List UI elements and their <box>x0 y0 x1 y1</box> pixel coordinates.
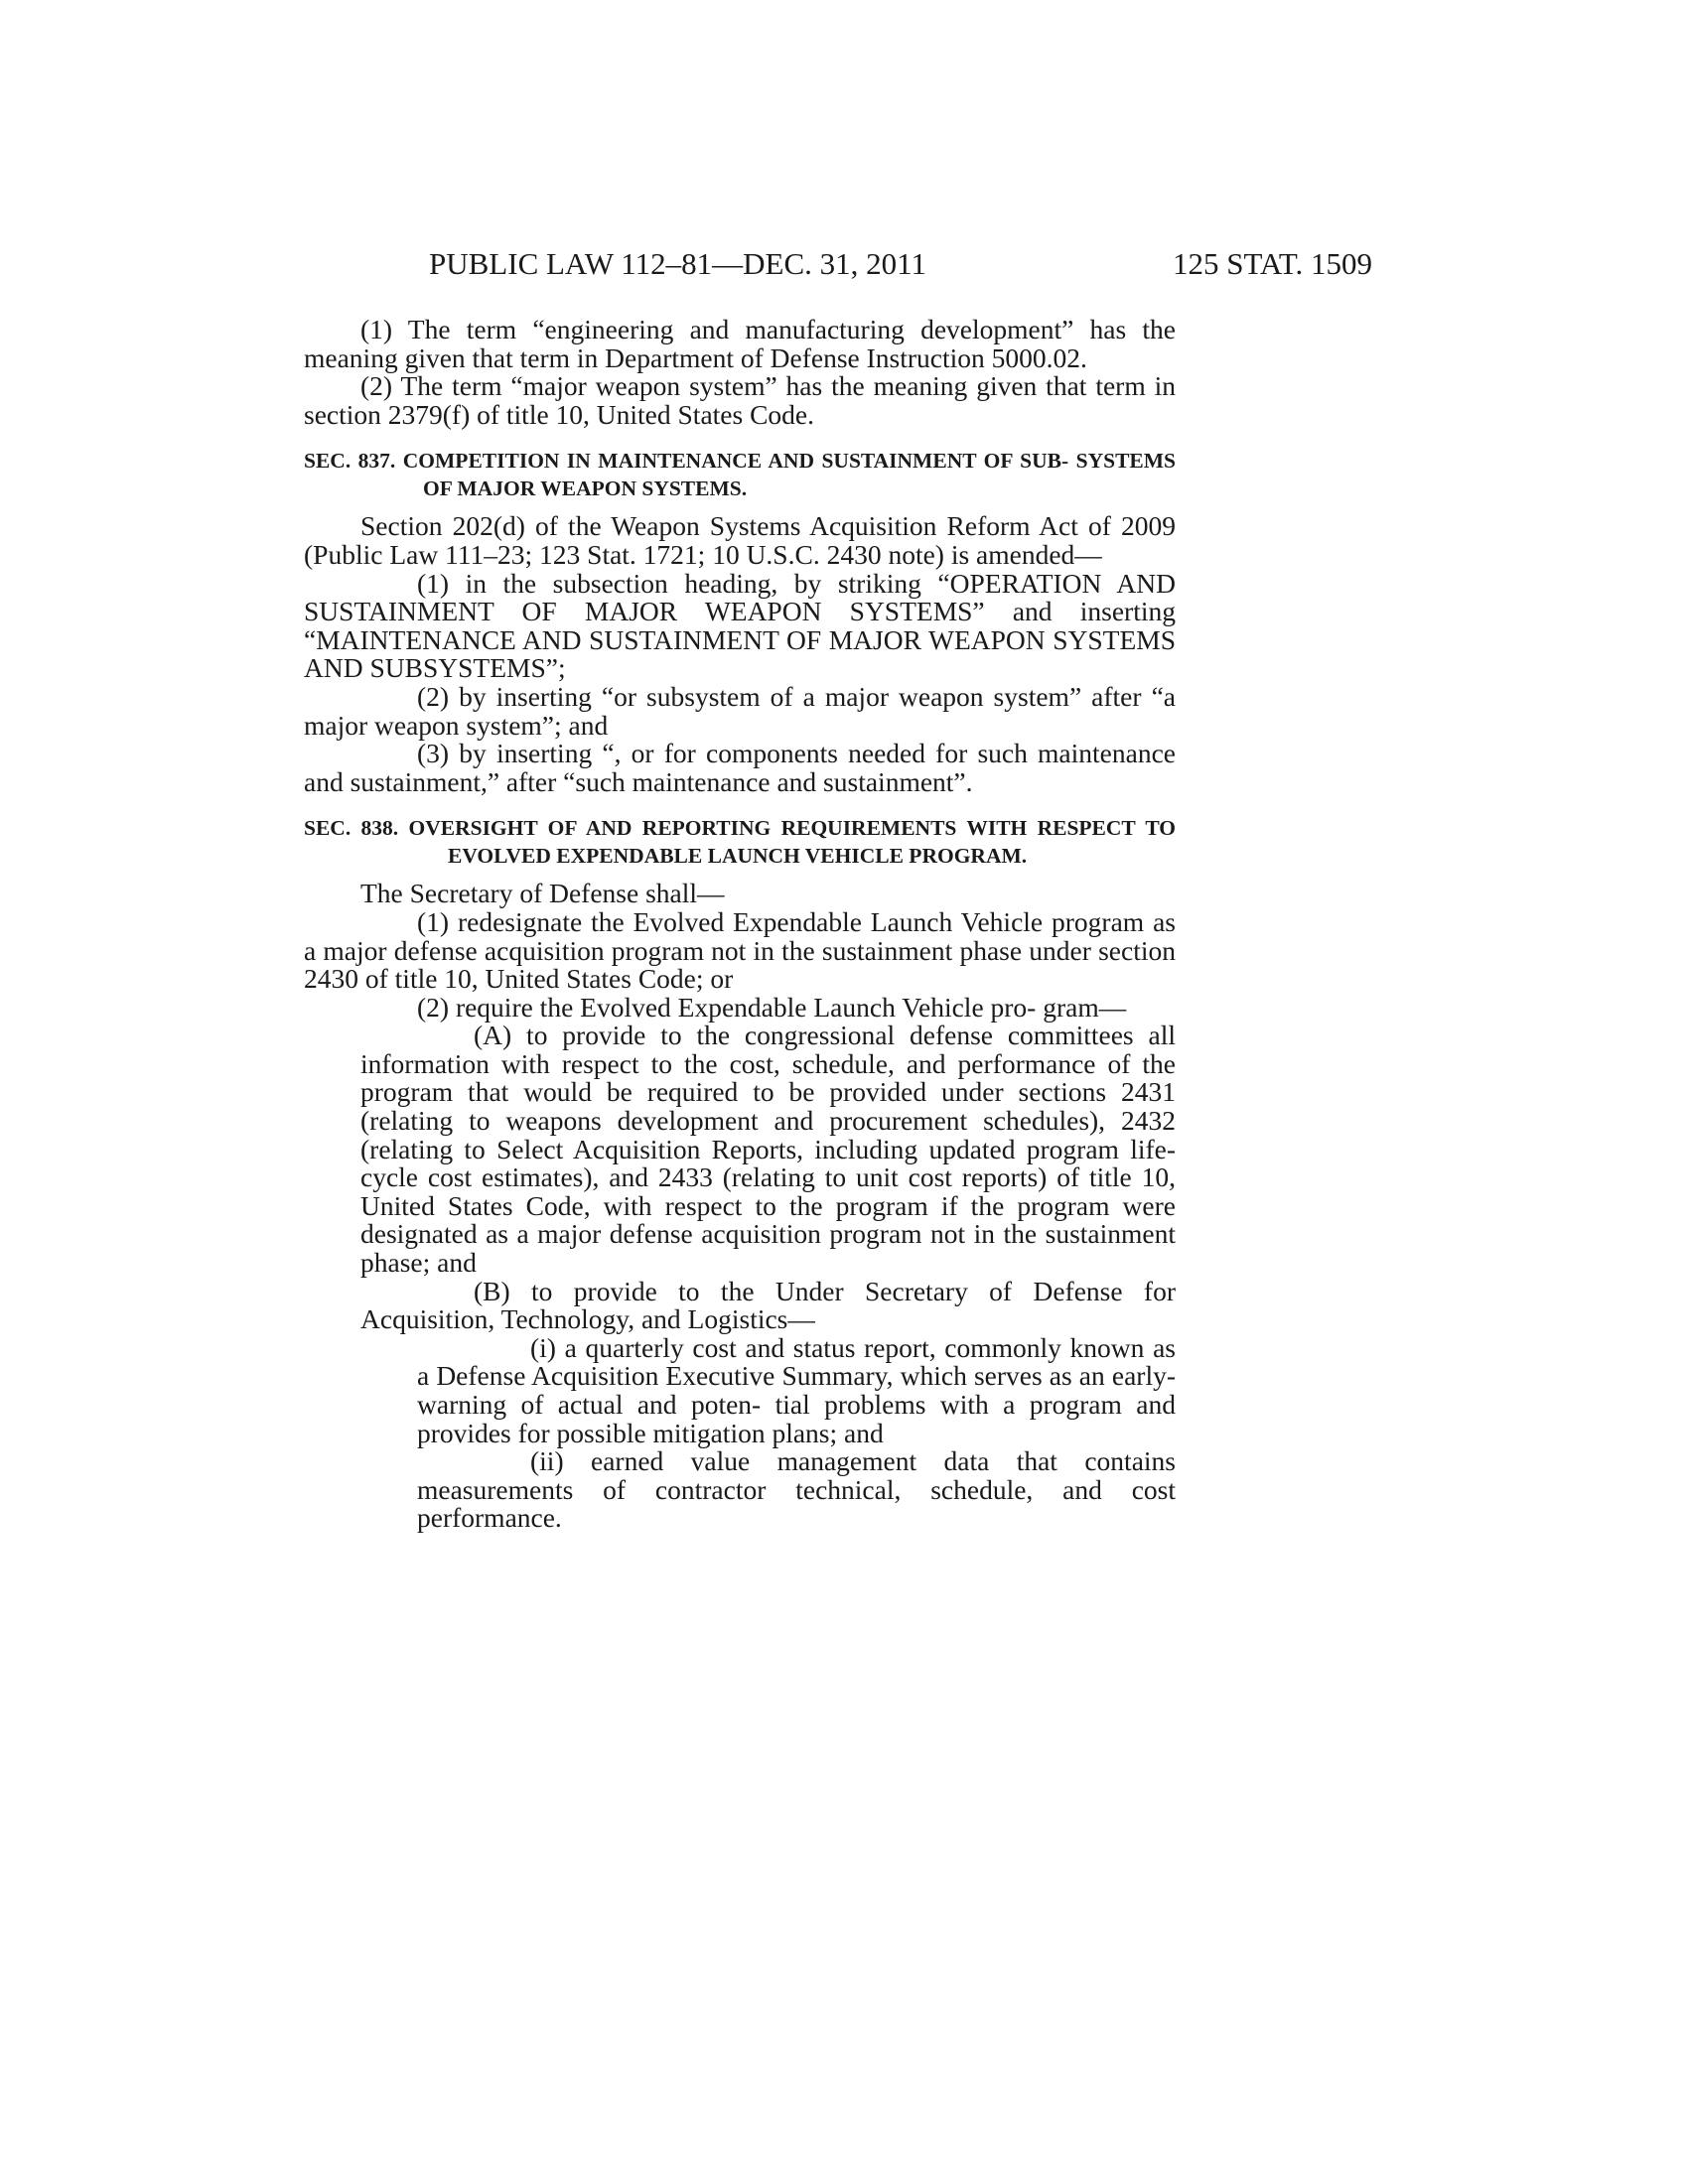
section-838-item-A-text: (A) to provide to the congressional defense committees all information with respect to the cost, schedule, and performance of the program that would be required to be provided under sections 2431 (relating to weapons development and procurement schedules), 2432 (relating to Select Acquisition Reports, including updated program life-cycle cost estimates), and 2433 (relating to unit cost reports) of title 10, United States Code, with respect to the program if the program were designated as a major defense acquisition program not in the sustainment phase; and <box>360 1020 1176 1279</box>
section-838-item-A <box>304 1022 1176 1277</box>
section-838-item-2 <box>304 991 1176 1023</box>
section-837-item-2-text: (2) by inserting “or subsystem of a major weapon system” after “a major weapon system”; and <box>304 680 1176 741</box>
section-838-item-B <box>304 1275 1176 1335</box>
section-837-item-3 <box>304 740 1176 796</box>
section-838-intro: The Secretary of Defense shall— <box>360 878 725 909</box>
section-838-item-1-text: (1) redesignate the Evolved Expendable Launch Vehicle program as a major defense acquisition program not in the sustainment phase under section 2430 of title 10, United States Code; or <box>304 905 1176 995</box>
section-837-item-3-text: (3) by inserting “, or for components needed for such maintenance and sustainment,” after “such maintenance and sustainment”. <box>304 738 1176 797</box>
section-837-item-1-text: (1) in the subsection heading, by striking “OPERATION AND SUSTAINMENT OF MAJOR WEAPON SYSTEMS” and inserting “MAINTENANCE AND SUSTAINMENT OF MAJOR WEAPON SYSTEMS AND SUBSYSTEMS”; <box>304 567 1176 684</box>
statute-page-number: 125 STAT. 1509 <box>1172 246 1372 281</box>
section-838-item-i <box>304 1331 1176 1448</box>
section-838-item-2-text: (2) require the Evolved Expendable Launch Vehicle pro- gram— <box>417 991 1127 1023</box>
running-header-title: PUBLIC LAW 112–81—DEC. 31, 2011 <box>429 246 926 281</box>
definition-1-text: (1) The term “engineering and manufacturing development” has the meaning given that term in Department of Defense Instruction 5000.02. <box>304 314 1176 373</box>
section-837-item-2 <box>304 680 1176 741</box>
section-837-heading: SEC. 837. COMPETITION IN MAINTENANCE AND SUSTAINMENT OF SUB- SYSTEMS OF MAJOR WEAPON SYSTEMS. <box>304 449 1176 501</box>
section-838-item-ii-text: (ii) earned value management data that contains measurements of contractor technical, schedule, and cost performance. <box>417 1445 1176 1534</box>
section-838-item-i-text: (i) a quarterly cost and status report, commonly known as a Defense Acquisition Executive Summary, which serves as an early-warning of actual and poten- tial problems with a program and provides for possible mitigation plans; and <box>417 1331 1176 1448</box>
running-header <box>0 244 1688 284</box>
section-838-item-B-text: (B) to provide to the Under Secretary of Defense for Acquisition, Technology, and Logistics— <box>360 1275 1176 1335</box>
section-838-heading: SEC. 838. OVERSIGHT OF AND REPORTING REQUIREMENTS WITH RESPECT TO EVOLVED EXPENDABLE LAUNCH VEHICLE PROGRAM. <box>304 816 1176 869</box>
section-838-item-ii <box>304 1447 1176 1533</box>
definition-2-text: (2) The term “major weapon system” has the meaning given that term in section 2379(f) of title 10, United States Code. <box>304 370 1176 430</box>
section-837-item-1 <box>304 567 1176 684</box>
section-837-intro: Section 202(d) of the Weapon Systems Acquisition Reform Act of 2009 (Public Law 111–23; 123 Stat. 1721; 10 U.S.C. 2430 note) is amended— <box>304 510 1176 570</box>
section-838-item-1 <box>304 905 1176 995</box>
definition-1 <box>304 316 1176 372</box>
definition-2 <box>304 372 1176 429</box>
document-body <box>304 316 1176 1533</box>
